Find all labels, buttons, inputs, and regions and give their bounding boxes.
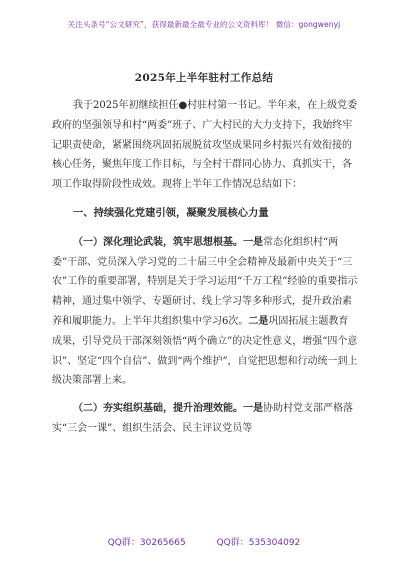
header-notice: 关注头条号“公文研究”，获得最新最全最专业的公文资料库！ 微信：gongwenyj: [67, 20, 341, 29]
paragraph-1-lead: （一）深化理论武装，筑牢思想根基。: [73, 236, 243, 248]
footer-qq-group-2: QQ群：535304092: [216, 538, 301, 548]
footer-qq-group-1: QQ群：30265665: [107, 538, 186, 548]
intro-paragraph: 我于2025年初继续担任●村驻村第一书记。半年来，在上级党委政府的坚强领导和村“两委”班子、广大村民的大力支持下，我始终牢记职责使命，紧紧围绕巩固拓展脱贫攻坚成果同乡村振兴有效衔接的核心任务，聚焦年度工作目标，与全村干群同心协力、真抓实干，各项工作取得阶段性成效。现将上半年工作情况总结如下：: [52, 100, 358, 191]
section-heading-1: 一、持续强化党建引领，凝聚发展核心力量: [73, 206, 269, 219]
header-banner: [0, 0, 408, 48]
paragraph-1-text-2: 巩固拓展主题教育成果，引导党员干部深刻领悟“两个确立”的决定性意义，增强“四个意识”、坚定“四个自信”、做到“两个维护”，自觉把思想和行动统一到上级决策部署上来。: [52, 315, 358, 387]
document-body: [52, 96, 358, 439]
paragraph-2-marker-1: 一是: [243, 403, 263, 415]
document-title: 2025年上半年驻村工作总结: [134, 72, 274, 84]
paragraph-1: [52, 233, 358, 391]
footer-contacts: [0, 535, 408, 548]
paragraph-2-lead: （二）夯实组织基础，提升治理效能。: [73, 403, 243, 415]
paragraph-2-text-1: 协助村党支部严格落实“三会一课”、组织生活会、民主评议党员等: [52, 403, 353, 434]
paragraph-1-text-1: 常态化组织村“两委”干部、党员深入学习党的二十届三中全会精神及最新中央关于“三农”工作的重要部署，特别是关于学习运用“千万工程”经验的重要指示精神，通过集中领学、专题研讨、线上学习等多种形式，提升政治素养和履职能力。上半年共组织集中学习6次。: [52, 236, 358, 327]
paragraph-1-marker-1: 一是: [243, 236, 263, 248]
paragraph-1-marker-2: 二是: [248, 315, 269, 327]
paragraph-2: [52, 399, 358, 439]
